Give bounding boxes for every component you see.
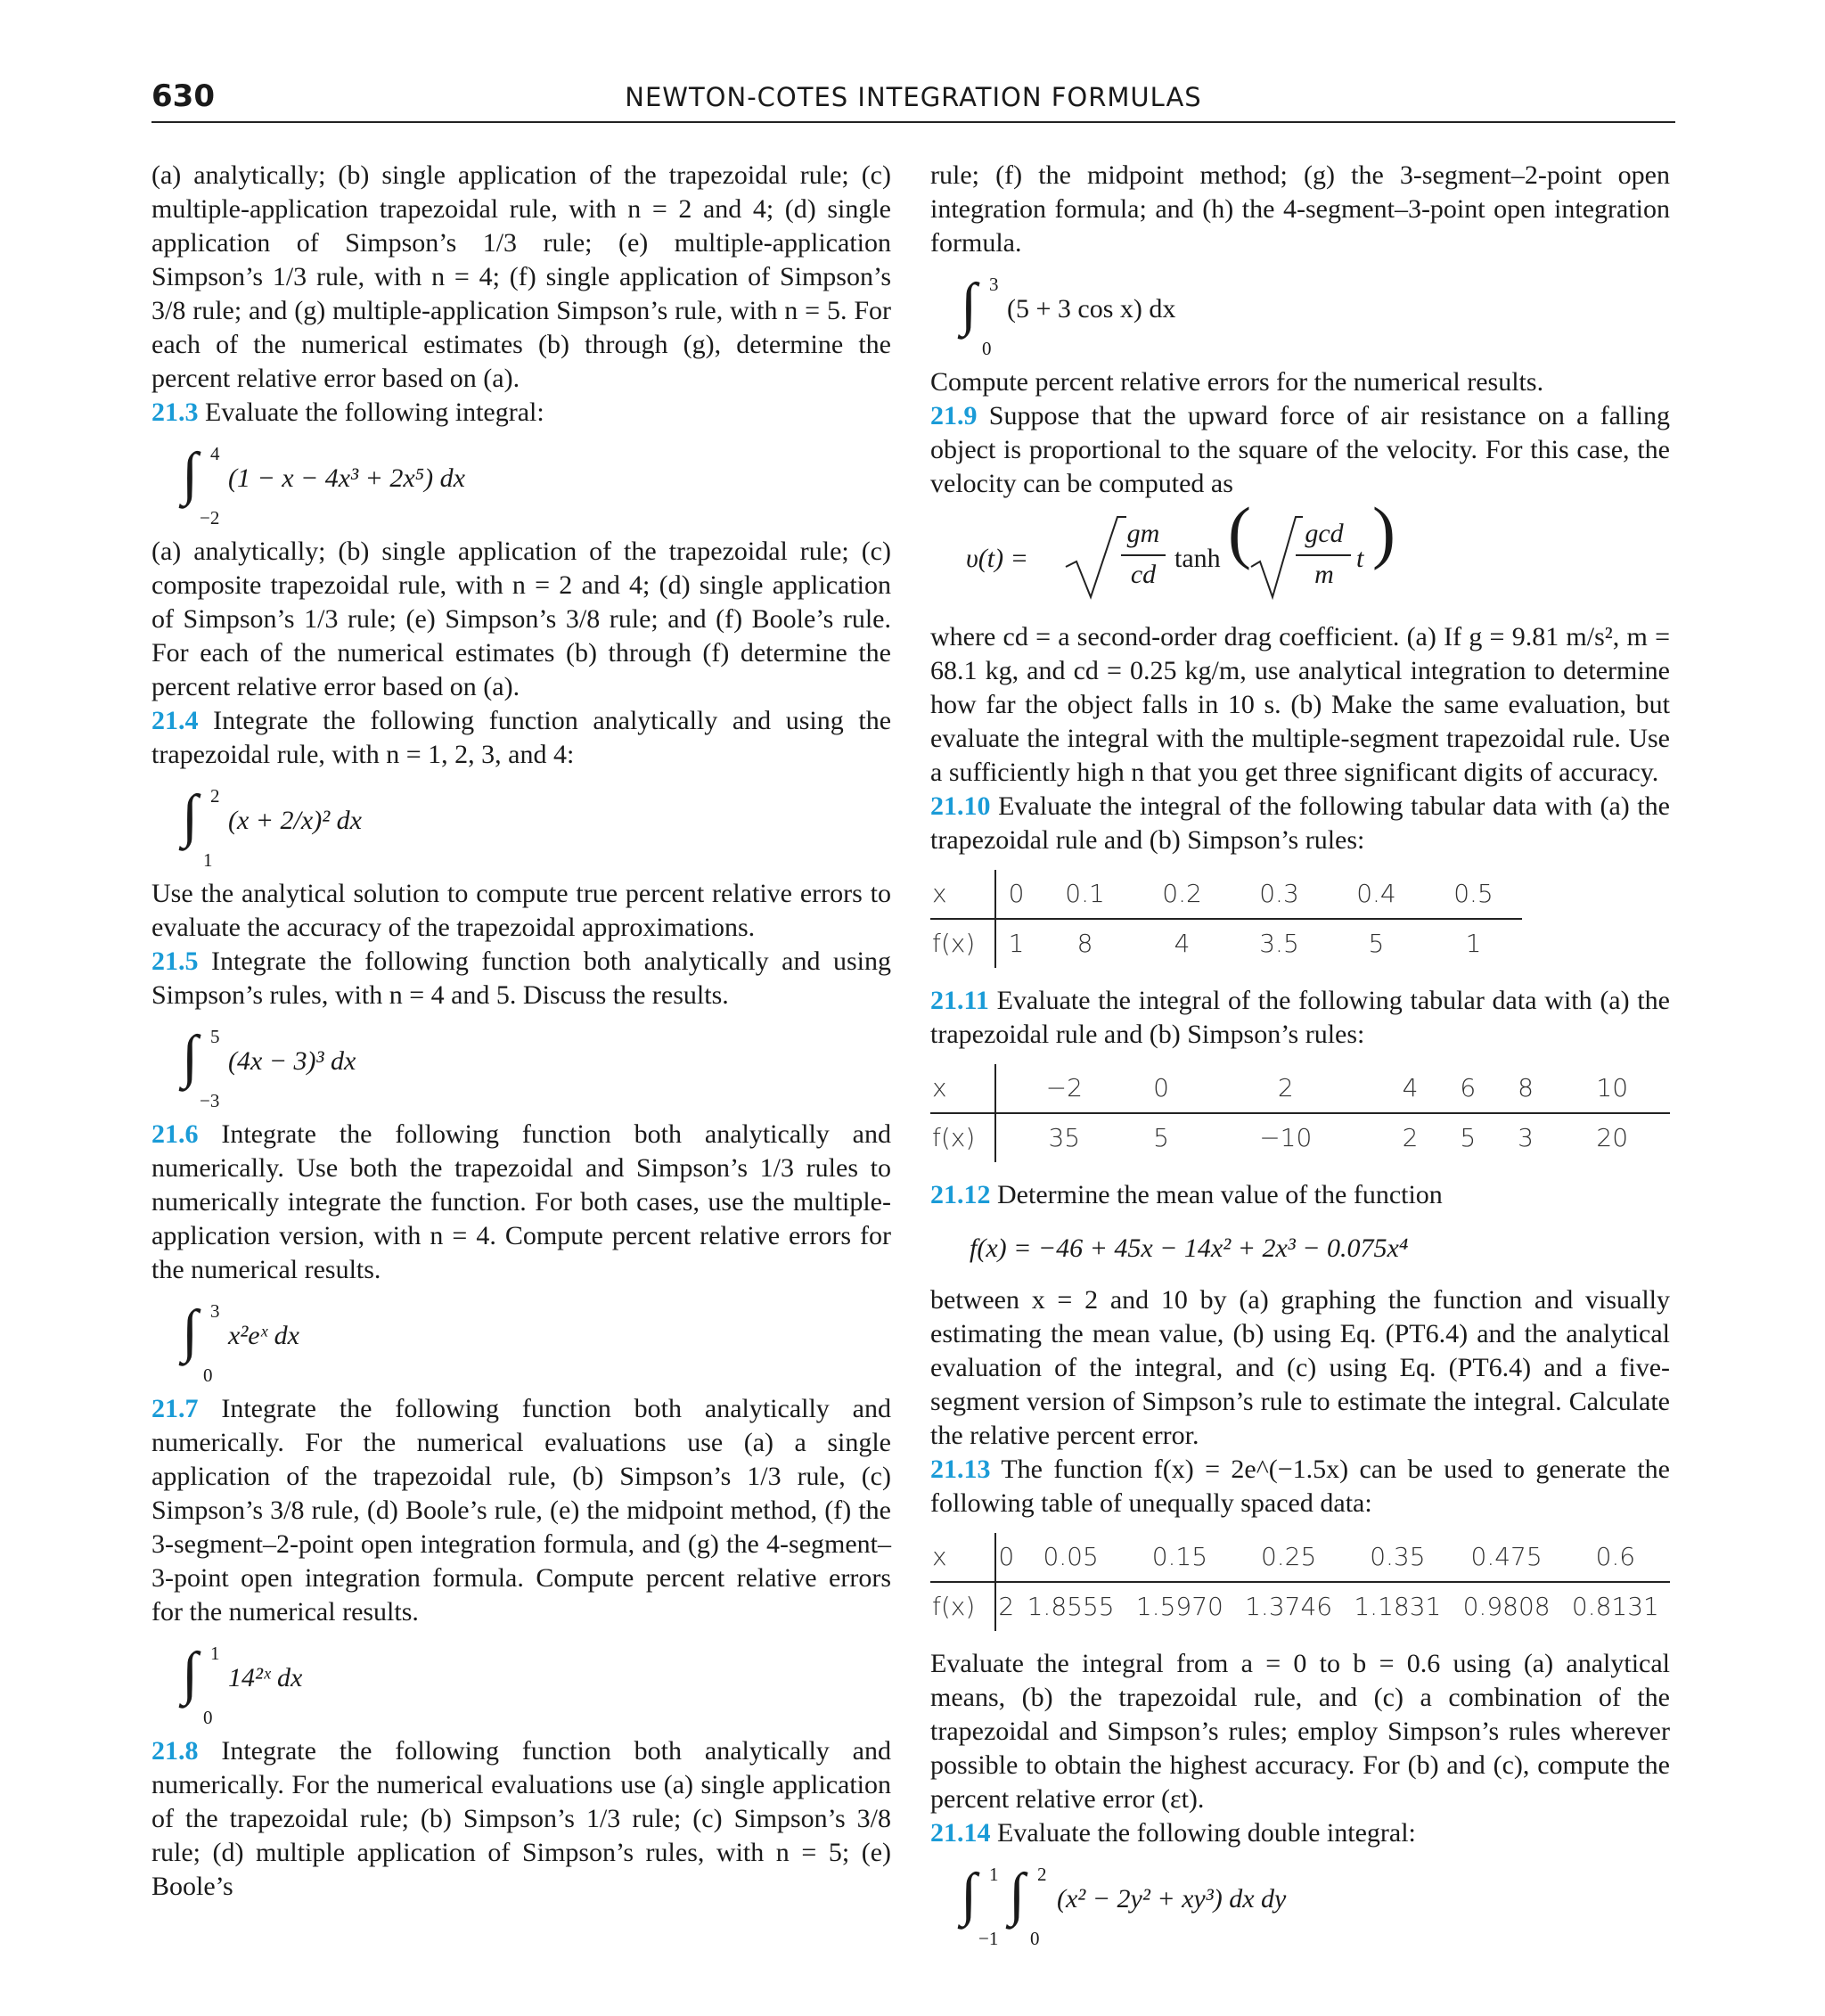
table-row — [930, 1064, 1670, 1113]
table-cell: 3.5 — [1259, 929, 1299, 958]
table-cell: 6 — [1439, 1064, 1497, 1113]
table-cell: 1 — [1008, 929, 1025, 958]
sqrt-sign-outer — [1064, 513, 1126, 602]
fraction-bar — [1121, 554, 1166, 556]
time-variable: t — [1356, 544, 1364, 573]
problem-21-8-continuation: rule; (f) the midpoint method; (g) the 3-segment–2-point open integration formula; and (h) the 4-segment–3-point open integration formula. — [930, 160, 1670, 258]
tanh-label: tanh — [1174, 544, 1221, 573]
upper-limit: 2 — [210, 785, 220, 807]
table-cell: 0.6 — [1561, 1533, 1670, 1582]
problem-21-13-body: Evaluate the integral from a = 0 to b = 0.6 using (a) analytical means, (b) the trapezoidal rule, and (c) a combination of the trapezoidal and Simpson’s rules; employ Simpson’s rules wherever possible to obtain the highest accuracy. For (b) and (c), compute the percent relative error (εt). — [930, 1649, 1670, 1814]
problem-number: 21.4 — [151, 706, 199, 735]
problem-text: Integrate the following function both analytically and numerically. For the numerical evaluations use (a) single application of the trapezoidal rule; (b) Simpson’s 1/3 rule; (c) Simpson’s 3/8 rule; (d) multiple application of Simpson’s rules, with n = 5; (e) Boole’s — [151, 1736, 891, 1901]
problem-21-12 — [930, 1178, 1670, 1212]
lower-limit: −3 — [200, 1090, 220, 1111]
problem-text: Evaluate the integral of the following tabular data with (a) the trapezoidal rule and (b) Simpson’s rules: — [930, 986, 1670, 1049]
table-21-13 — [930, 1533, 1670, 1631]
problem-number: 21.5 — [151, 947, 199, 976]
integrand: (1 − x − 4x³ + 2x⁵) dx — [228, 463, 465, 493]
integral-21-4 — [151, 777, 891, 870]
table-cell: 4 — [1174, 929, 1191, 958]
problem-21-14 — [930, 1816, 1670, 1850]
table-row — [930, 1533, 1670, 1582]
fraction-denominator: cd — [1130, 560, 1157, 589]
inner-upper-limit: 2 — [1037, 1864, 1047, 1885]
integral-sign: ∫ — [182, 1299, 199, 1364]
problem-number: 21.9 — [930, 401, 978, 430]
problem-21-8 — [151, 1734, 891, 1904]
lower-limit: −2 — [200, 507, 220, 529]
table-cell: 0.1 — [1036, 870, 1133, 919]
problem-21-2-continuation: (a) analytically; (b) single application of the trapezoidal rule; (c) multiple-application trapezoidal rule, with n = 2 and 4; (d) single application of Simpson’s 1/3 rule; (e) multiple-application Simpson’s 1/3 rule, with n = 4; (f) single application of Simpson’s 3/8 rule; and (g) multiple-application Simpson’s rule, with n = 5. For each of the numerical estimates (b) through (g), determine the percent relative error based on (a). — [151, 160, 891, 393]
table-cell: 0.05 — [1016, 1533, 1125, 1582]
problem-text: Suppose that the upward force of air resistance on a falling object is proportional to the square of the velocity. For this case, the velocity can be computed as — [930, 401, 1671, 498]
page-number: 630 — [151, 78, 215, 114]
table-cell: 1.5970 — [1135, 1592, 1223, 1621]
table-cell: −2 — [995, 1064, 1133, 1113]
lower-limit: 0 — [203, 1364, 213, 1386]
lower-limit: 0 — [203, 1707, 213, 1728]
integral-sign: ∫ — [182, 783, 199, 848]
upper-limit: 1 — [210, 1643, 220, 1664]
problem-number: 21.12 — [930, 1180, 991, 1209]
problem-text: Determine the mean value of the function — [997, 1180, 1443, 1209]
table-cell: 5 — [1153, 1123, 1169, 1152]
integral-21-3 — [151, 435, 891, 528]
outer-integral-sign: ∫ — [961, 1862, 978, 1927]
problem-number: 21.10 — [930, 791, 991, 821]
function-21-12 — [930, 1219, 1670, 1276]
table-cell: 5 — [1460, 1123, 1477, 1152]
integrand: (5 + 3 cos x) dx — [1007, 294, 1176, 324]
problem-21-13 — [930, 1453, 1670, 1520]
upper-limit: 3 — [989, 274, 999, 295]
table-cell: 0.25 — [1234, 1533, 1343, 1582]
problem-number: 21.14 — [930, 1818, 991, 1848]
velocity-lhs: υ(t) = — [966, 544, 1028, 573]
integral-21-8 — [930, 266, 1670, 358]
page-header — [151, 78, 1675, 123]
lower-limit: 0 — [982, 338, 992, 359]
integral-sign: ∫ — [182, 1641, 199, 1706]
problem-21-3 — [151, 396, 891, 430]
problem-number: 21.6 — [151, 1119, 199, 1149]
problem-text: Integrate the following function both analytically and using Simpson’s rules, with n = 4 and 5. Discuss the results. — [151, 947, 892, 1010]
row-label: x — [930, 870, 995, 919]
problem-number: 21.7 — [151, 1394, 199, 1423]
table-21-11 — [930, 1064, 1670, 1162]
integral-sign: ∫ — [961, 272, 978, 337]
problem-21-5 — [151, 945, 891, 1012]
integrand: (x + 2/x)² dx — [228, 806, 362, 835]
integrand: (4x − 3)³ dx — [228, 1046, 356, 1076]
table-cell: 0.5 — [1425, 870, 1522, 919]
integrand: x²eˣ dx — [228, 1321, 299, 1350]
problem-21-12-body: between x = 2 and 10 by (a) graphing the function and visually estimating the mean value, (b) using Eq. (PT6.4) and the analytical evaluation of the integral, and (c) using Eq. (PT6.4) and a five-segment version of Simpson’s rule to estimate the integral. Calculate the relative percent error. — [930, 1285, 1670, 1450]
table-21-10 — [930, 870, 1522, 968]
row-label: x — [930, 1064, 995, 1113]
table-row — [930, 1113, 1670, 1162]
right-paren: ) — [1372, 493, 1395, 570]
problem-number: 21.11 — [930, 986, 989, 1015]
problem-21-11 — [930, 984, 1670, 1052]
problem-text: Integrate the following function both analytically and numerically. Use both the trapezoidal and Simpson’s 1/3 rules to numerically integrate the function. For both cases, use the multiple-application version, with n = 4. Compute percent relative errors for the numerical results. — [151, 1119, 891, 1284]
problem-text: Integrate the following function both analytically and numerically. For the numerical evaluations use (a) a single application of the trapezoidal rule, (b) Simpson’s 1/3 rule, (c) Simpson’s 3/8 rule, (d) Boole’s rule, (e) the midpoint method, (f) the 3-segment–2-point open integration formula, and (g) the 4-segment–3-point open integration formula. Compute percent relative errors for the numerical results. — [151, 1394, 891, 1627]
problem-21-7 — [151, 1392, 891, 1629]
table-cell: 0.15 — [1125, 1533, 1234, 1582]
inner-fraction-bar — [1296, 554, 1351, 556]
problem-21-9 — [930, 399, 1670, 501]
table-cell: 2 — [998, 1592, 1015, 1621]
problem-text: Integrate the following function analytically and using the trapezoidal rule, with n = 1, 2, 3, and 4: — [151, 706, 892, 769]
table-cell: 0.9808 — [1462, 1592, 1551, 1621]
problem-21-8-errors: Compute percent relative errors for the numerical results. — [930, 367, 1544, 397]
table-cell: 1.8555 — [1027, 1592, 1115, 1621]
table-cell: 10 — [1554, 1064, 1670, 1113]
left-paren: ( — [1228, 493, 1251, 570]
row-label: f(x) — [930, 1582, 995, 1631]
integral-21-6 — [151, 1292, 891, 1385]
problem-number: 21.8 — [151, 1736, 199, 1766]
table-cell: 0.475 — [1452, 1533, 1560, 1582]
table-cell: 5 — [1368, 929, 1385, 958]
table-cell: 2 — [1402, 1123, 1419, 1152]
problem-21-4 — [151, 704, 891, 772]
double-integral-21-14 — [930, 1856, 1670, 1948]
problem-text: The function f(x) = 2e^(−1.5x) can be used to generate the following table of unequally spaced data: — [930, 1455, 1670, 1518]
problem-text: Evaluate the following integral: — [205, 397, 544, 427]
function-formula: f(x) = −46 + 45x − 14x² + 2x³ − 0.075x⁴ — [970, 1233, 1409, 1263]
table-cell: 0.8131 — [1571, 1592, 1659, 1621]
problem-number: 21.13 — [930, 1455, 991, 1484]
table-cell: 0 — [995, 870, 1036, 919]
left-column — [151, 159, 891, 1904]
table-cell: 35 — [1048, 1123, 1081, 1152]
table-cell: 3 — [1518, 1123, 1534, 1152]
table-cell: 0.35 — [1343, 1533, 1452, 1582]
table-cell: 0 — [1133, 1064, 1191, 1113]
problem-21-6 — [151, 1118, 891, 1287]
upper-limit: 3 — [210, 1300, 220, 1322]
velocity-equation — [930, 493, 1670, 613]
table-cell: 20 — [1596, 1123, 1629, 1152]
table-cell: 0 — [995, 1533, 1016, 1582]
outer-upper-limit: 1 — [989, 1864, 999, 1885]
inner-numerator: gcd — [1305, 519, 1344, 548]
fraction-numerator: gm — [1126, 519, 1160, 548]
inner-denominator: m — [1314, 560, 1334, 589]
inner-lower-limit: 0 — [1030, 1928, 1040, 1949]
table-cell: 8 — [1076, 929, 1093, 958]
integral-sign: ∫ — [182, 441, 199, 506]
upper-limit: 5 — [210, 1026, 220, 1047]
integrand: 14²ˣ dx — [228, 1663, 303, 1692]
inner-integral-sign: ∫ — [1009, 1862, 1026, 1927]
table-cell: 8 — [1497, 1064, 1555, 1113]
table-cell: −10 — [1259, 1123, 1313, 1152]
problem-21-4-followup: Use the analytical solution to compute true percent relative errors to evaluate the accuracy of the trapezoidal approximations. — [151, 879, 891, 942]
sqrt-sign-inner — [1249, 513, 1303, 602]
table-row — [930, 1582, 1670, 1631]
table-row — [930, 870, 1522, 919]
integral-21-7 — [151, 1635, 891, 1727]
row-label: f(x) — [930, 919, 995, 968]
integrand: (x² − 2y² + xy³) dx dy — [1057, 1884, 1287, 1914]
table-cell: 0.4 — [1328, 870, 1425, 919]
table-cell: 1.3746 — [1245, 1592, 1333, 1621]
table-cell: 0.2 — [1133, 870, 1231, 919]
table-cell: 0.3 — [1231, 870, 1328, 919]
problem-21-10 — [930, 790, 1670, 857]
integral-21-5 — [151, 1018, 891, 1110]
problem-21-3-parts: (a) analytically; (b) single application of the trapezoidal rule; (c) composite trapezoidal rule, with n = 2 and 4; (d) single application of Simpson’s 1/3 rule; (e) Simpson’s 3/8 rule; and (f) Boole’s rule. For each of the numerical estimates (b) through (f) determine the percent relative error based on (a). — [151, 537, 891, 701]
row-label: f(x) — [930, 1113, 995, 1162]
table-cell: 1.1831 — [1354, 1592, 1442, 1621]
problem-text: Evaluate the integral of the following tabular data with (a) the trapezoidal rule and (b) Simpson’s rules: — [930, 791, 1671, 855]
upper-limit: 4 — [210, 443, 220, 464]
problem-text: Evaluate the following double integral: — [997, 1818, 1416, 1848]
problem-21-9-body: where cd = a second-order drag coefficient. (a) If g = 9.81 m/s², m = 68.1 kg, and cd = 0.25 kg/m, use analytical integration to determine how far the object falls in 10 s. (b) Make the same evaluation, but evaluate the integral with the multiple-segment trapezoidal rule. Use a sufficiently high n that you get three significant digits of accuracy. — [930, 622, 1670, 787]
running-head: NEWTON-COTES INTEGRATION FORMULAS — [625, 82, 1202, 112]
table-row — [930, 919, 1522, 968]
table-cell: 1 — [1465, 929, 1482, 958]
right-column — [930, 159, 1670, 1955]
problem-number: 21.3 — [151, 397, 199, 427]
outer-lower-limit: −1 — [978, 1928, 999, 1949]
integral-sign: ∫ — [182, 1024, 199, 1089]
row-label: x — [930, 1533, 995, 1582]
table-cell: 2 — [1190, 1064, 1381, 1113]
table-cell: 4 — [1381, 1064, 1439, 1113]
lower-limit: 1 — [203, 849, 213, 871]
